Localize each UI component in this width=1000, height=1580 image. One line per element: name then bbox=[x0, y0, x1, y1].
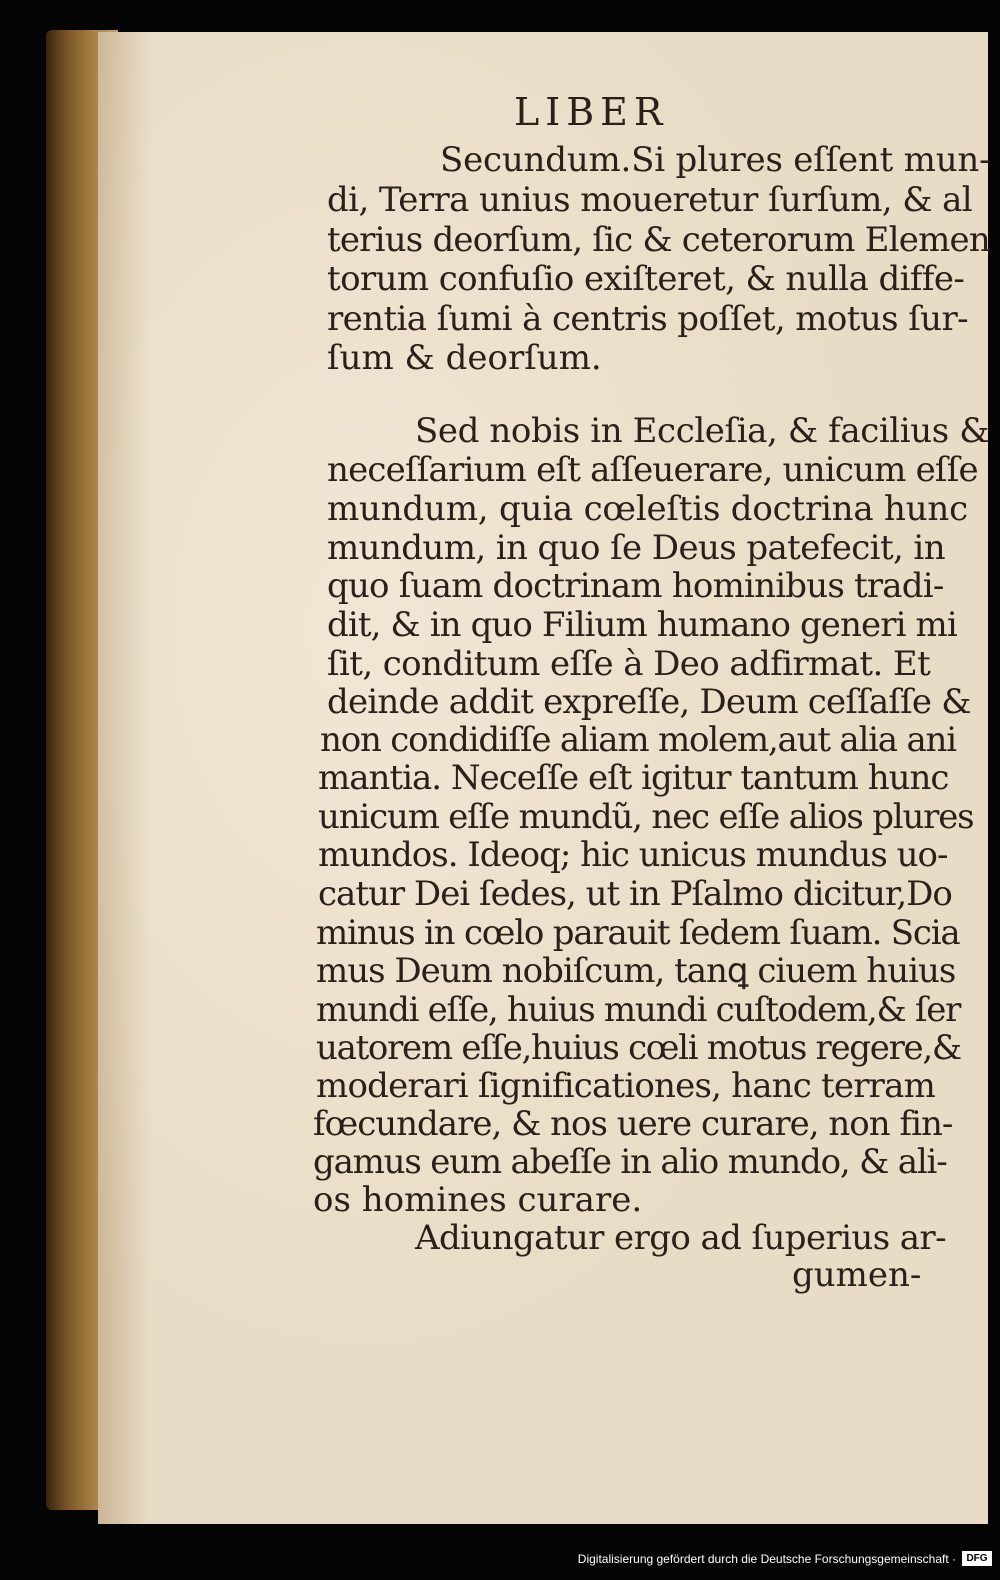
text-line: neceſſarium eſt aſſeuerare, unicum eſſe bbox=[327, 450, 978, 490]
text-line: unicum eſſe mundũ, nec eſſe alios plures bbox=[318, 797, 974, 837]
text-line: minus in cœlo parauit ſedem ſuam. Scia bbox=[316, 913, 960, 953]
text-line: ſit, conditum eſſe à Deo adfirmat. Et bbox=[327, 644, 931, 684]
text-line: catur Dei ſedes, ut in Pſalmo dicitur,Do bbox=[318, 874, 952, 914]
text-line: non condidiſſe aliam molem,aut alia ani bbox=[320, 720, 956, 760]
text-line: mundum, quia cœleſtis doctrina hunc bbox=[327, 489, 968, 529]
dfg-logo: DFG bbox=[962, 1551, 992, 1566]
text-line: torum confuſio exiſteret, & nulla diffe- bbox=[327, 259, 965, 299]
text-line: di, Terra unius moueretur ſurſum, & al bbox=[327, 180, 973, 220]
text-line: Secundum.Si plures eſſent mun- bbox=[440, 140, 991, 180]
text-line: mantia. Neceſſe eſt igitur tantum hunc bbox=[318, 758, 949, 798]
text-line: os homines curare. bbox=[313, 1180, 643, 1220]
text-line: ſum & deorſum. bbox=[327, 338, 602, 378]
text-line: deinde addit expreſſe, Deum ceſſaſſe & bbox=[327, 682, 971, 722]
text-line: Sed nobis in Eccleſia, & facilius & bbox=[415, 411, 990, 451]
text-line: mundi eſſe, huius mundi cuſtodem,& ſer bbox=[316, 990, 961, 1030]
text-line: quo ſuam doctrinam hominibus tradi- bbox=[327, 566, 944, 606]
text-line: uatorem eſſe,huius cœli motus regere,& bbox=[316, 1028, 961, 1068]
running-header: LIBER bbox=[514, 90, 669, 134]
text-line: rentia ſumi à centris poſſet, motus ſur- bbox=[327, 299, 969, 339]
text-line: moderari ſignificationes, hanc terram bbox=[316, 1066, 936, 1106]
text-line: terius deorſum, ſic & ceterorum Elemen bbox=[327, 220, 990, 260]
digitization-credit: Digitalisierung gefördert durch die Deutsche Forschungsgemeinschaft · bbox=[577, 1552, 956, 1566]
text-line: mus Deum nobiſcum, tanꝗ ciuem huius bbox=[316, 951, 956, 991]
text-line: mundos. Ideoq; hic unicus mundus uo- bbox=[318, 835, 948, 875]
text-line: Adiungatur ergo ad ſuperius ar- bbox=[415, 1218, 946, 1258]
text-line: gamus eum abeſſe in alio mundo, & ali- bbox=[313, 1142, 947, 1182]
text-line: fœcundare, & nos uere curare, non fin- bbox=[313, 1104, 953, 1144]
catchword: gumen- bbox=[792, 1255, 922, 1295]
text-line: dit, & in quo Filium humano generi mi bbox=[327, 605, 957, 645]
text-line: mundum, in quo ſe Deus patefecit, in bbox=[327, 528, 946, 568]
